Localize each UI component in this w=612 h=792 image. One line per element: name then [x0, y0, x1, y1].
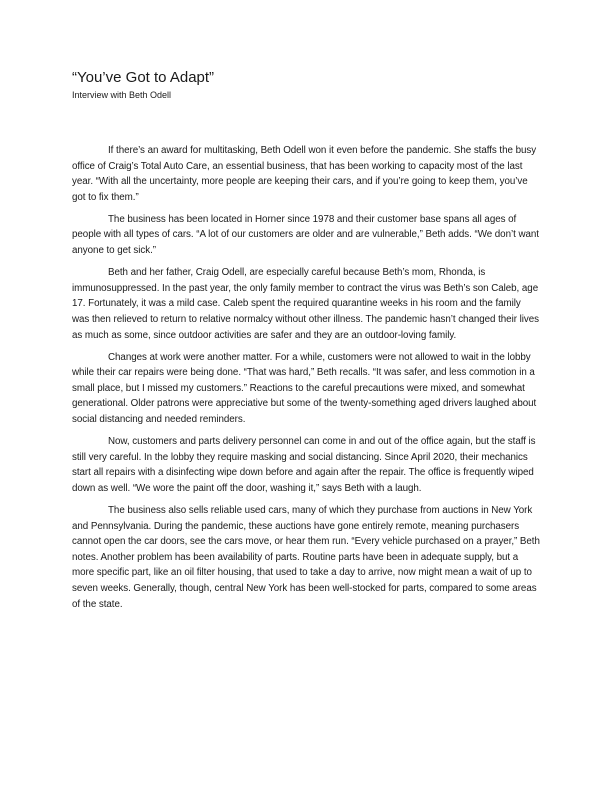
- article-header: [72, 69, 542, 101]
- article-body: [72, 143, 540, 619]
- paragraph: The business also sells reliable used cars, many of which they purchase from auctions in New York and Pennsylvania. During the pandemic, these auctions have gone entirely remote, meaning purchasers cannot open the car doors, see the cars move, or hear them run. “Every vehicle purchased on a prayer,” Beth notes. Another problem has been availability of parts. Routine parts have been in adequate supply, but a more specific part, like an oil filter housing, that used to take a day to arrive, now might mean a wait of up to seven weeks. Generally, though, central New York has been well-stocked for parts, compared to some areas of the state.: [72, 504, 540, 610]
- paragraph: The business has been located in Horner since 1978 and their customer base spans all ages of people with all types of cars. “A lot of our customers are older and are vulnerable,” Beth adds. “We don’t want anyone to get sick.”: [72, 213, 539, 257]
- paragraph: Now, customers and parts delivery personnel can come in and out of the office again, but the staff is still very careful. In the lobby they require masking and social distancing. Since April 2020, their mechanics start all repairs with a disinfecting wipe down before and again after the repair. The office is frequently wiped down as well. “We wore the paint off the door, washing it,” says Beth with a laugh.: [72, 436, 536, 494]
- article-subtitle: Interview with Beth Odell: [72, 90, 172, 100]
- paragraph: If there’s an award for multitasking, Beth Odell won it even before the pandemic. She staffs the busy office of Craig’s Total Auto Care, an essential business, that has been working to capacity most of the last year. “With all the uncertainty, more people are keeping their cars, and if you’re going to keep them, you’ve got to fix them.”: [72, 145, 537, 203]
- paragraph: Changes at work were another matter. For a while, customers were not allowed to wait in the lobby while their car repairs were being done. “That was hard,” Beth recalls. “It was safer, and less commotion in a small place, but I missed my customers.” Reactions to the careful precautions were mixed, and somewhat generational. Older patrons were appreciative but some of the twenty-something aged drivers laughed about social distancing and needed reminders.: [72, 351, 537, 425]
- article-title: “You’ve Got to Adapt”: [72, 69, 215, 86]
- paragraph: Beth and her father, Craig Odell, are especially careful because Beth’s mom, Rhonda, is immunosuppressed. In the past year, the only family member to contract the virus was Beth’s son Caleb, age 17. Fortunately, it was a mild case. Caleb spent the required quarantine weeks in his room and the family was then relieved to return to relative normalcy without other illness. The pandemic hasn’t changed their lives as much as some, since outdoor activities are safer and they are an outdoor-loving family.: [72, 267, 539, 341]
